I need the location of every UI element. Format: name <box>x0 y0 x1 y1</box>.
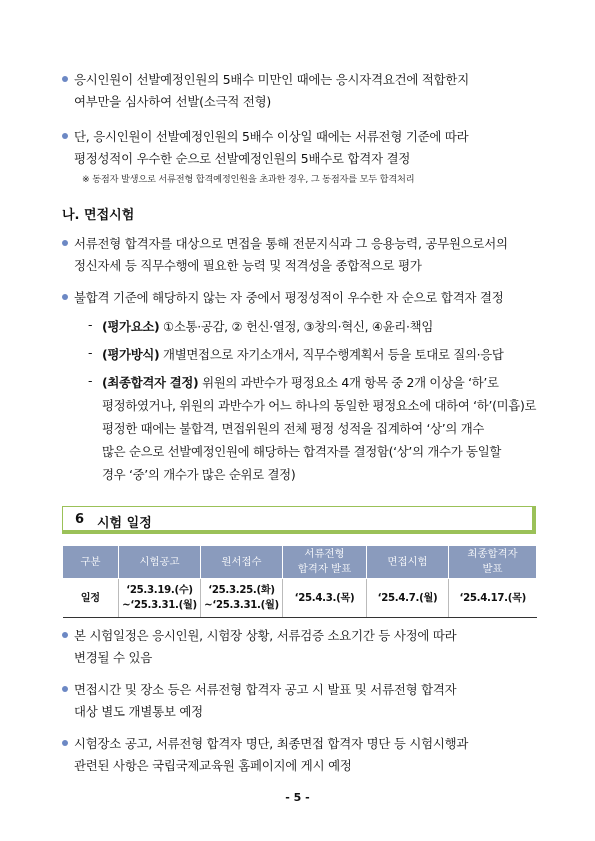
text-line: 정신자세 등 직무수행에 필요한 능력 및 적격성을 종합적으로 평가 <box>74 258 422 273</box>
bullet-item <box>62 734 542 774</box>
bullet-item <box>62 127 542 185</box>
item-text: 개별면접으로 자기소개서, 직무수행계획서 등을 토대로 질의·응답 <box>159 347 504 362</box>
item-text: ①소통·공감, ② 헌신·열정, ③창의·혁신, ④윤리·책임 <box>159 319 434 334</box>
table-cell: ‘25.3.25.(화) ~‘25.3.31.(월) <box>201 579 283 618</box>
bullet-item <box>62 70 542 110</box>
table-cell: ‘25.4.3.(목) <box>283 579 367 618</box>
bullet-dot-icon <box>62 740 68 746</box>
table-cell: ‘25.3.19.(수) ~‘25.3.31.(월) <box>119 579 201 618</box>
bullet-item <box>62 626 542 666</box>
bullet-dot-icon <box>62 240 68 246</box>
table-header-cell: 구분 <box>63 546 119 579</box>
bullet-dot-icon <box>62 294 68 300</box>
text-line: 평정하였거나, 위원의 과반수가 어느 하나의 동일한 평정요소에 대하여 ‘하’(미흡)로 <box>102 398 537 413</box>
table-row <box>63 579 537 618</box>
text-line: 면접시간 및 장소 등은 서류전형 합격자 공고 시 발표 및 서류전형 합격자 <box>74 682 457 697</box>
text-line: 단, 응시인원이 선발예정인원의 5배수 이상일 때에는 서류전형 기준에 따라 <box>74 129 469 144</box>
text-line <box>102 345 504 363</box>
table-header-cell: 최종합격자 발표 <box>449 546 537 579</box>
dash-item <box>88 345 548 363</box>
table-cell: ‘25.4.17.(목) <box>449 579 537 618</box>
dash-item <box>88 317 548 335</box>
dash-item <box>88 373 548 485</box>
item-text: 위원의 과반수가 평정요소 4개 항목 중 2개 이상을 ‘하’로 <box>198 375 499 390</box>
text-line: 불합격 기준에 해당하지 않는 자 중에서 평정성적이 우수한 자 순으로 합격자 결정 <box>74 290 504 305</box>
bullet-dot-icon <box>62 133 68 139</box>
text-line: 서류전형 합격자를 대상으로 면접을 통해 전문지식과 그 응용능력, 공무원으로서의 <box>74 236 508 251</box>
dash-marker: - <box>88 373 93 388</box>
table-header-cell: 서류전형 합격자 발표 <box>283 546 367 579</box>
text-line: 응시인원이 선발예정인원의 5배수 미만인 때에는 응시자격요건에 적합한지 <box>74 72 469 87</box>
table-header-cell: 면접시험 <box>367 546 449 579</box>
dash-marker: - <box>88 317 93 332</box>
schedule-table <box>62 545 537 618</box>
text-line: 변경될 수 있음 <box>74 650 153 665</box>
bullet-item <box>62 234 542 274</box>
text-line <box>102 317 433 335</box>
text-line: 경우 ‘중’의 개수가 많은 순위로 결정) <box>102 467 296 482</box>
text-line <box>102 373 499 391</box>
section-header-box <box>62 506 536 534</box>
item-label: (평가요소) <box>102 319 160 334</box>
bullet-item <box>62 680 542 720</box>
item-label: (최종합격자 결정) <box>102 375 199 390</box>
text-line: 평정성적이 우수한 순으로 선발예정인원의 5배수로 합격자 결정 <box>74 151 411 166</box>
page-number: - 5 - <box>285 791 310 804</box>
text-line: 시험장소 공고, 서류전형 합격자 명단, 최종면접 합격자 명단 등 시험시행과 <box>74 736 469 751</box>
text-line: 관련된 사항은 국립국제교육원 홈페이지에 게시 예정 <box>74 758 352 773</box>
footnote: ※ 동점자 발생으로 서류전형 합격예정인원을 초과한 경우, 그 동점자를 모두 합격처리 <box>82 174 415 185</box>
dash-marker: - <box>88 345 93 360</box>
table-header-cell: 시험공고 <box>119 546 201 579</box>
text-line: 본 시험일정은 응시인원, 시험장 상황, 서류검증 소요기간 등 사정에 따라 <box>74 628 457 643</box>
table-header-cell: 원서접수 <box>201 546 283 579</box>
section-number: 6 <box>75 512 85 527</box>
item-label: (평가방식) <box>102 347 160 362</box>
text-line: 대상 별도 개별통보 예정 <box>74 704 203 719</box>
bullet-item <box>62 288 542 306</box>
text-line: 평정한 때에는 불합격, 면접위원의 전체 평정 성적을 집계하여 ‘상’의 개수 <box>102 421 485 436</box>
bullet-dot-icon <box>62 76 68 82</box>
bullet-dot-icon <box>62 632 68 638</box>
section-heading: 나. 면접시험 <box>62 208 135 223</box>
text-line: 여부만을 심사하여 선발(소극적 전형) <box>74 94 272 109</box>
table-header-row <box>63 546 537 579</box>
table-cell: ‘25.4.7.(월) <box>367 579 449 618</box>
section-title: 시험 일정 <box>97 516 152 531</box>
text-line: 많은 순으로 선발예정인원에 해당하는 합격자를 결정함(‘상’의 개수가 동일할 <box>102 444 502 459</box>
bullet-dot-icon <box>62 686 68 692</box>
table-cell: 일정 <box>63 579 119 618</box>
